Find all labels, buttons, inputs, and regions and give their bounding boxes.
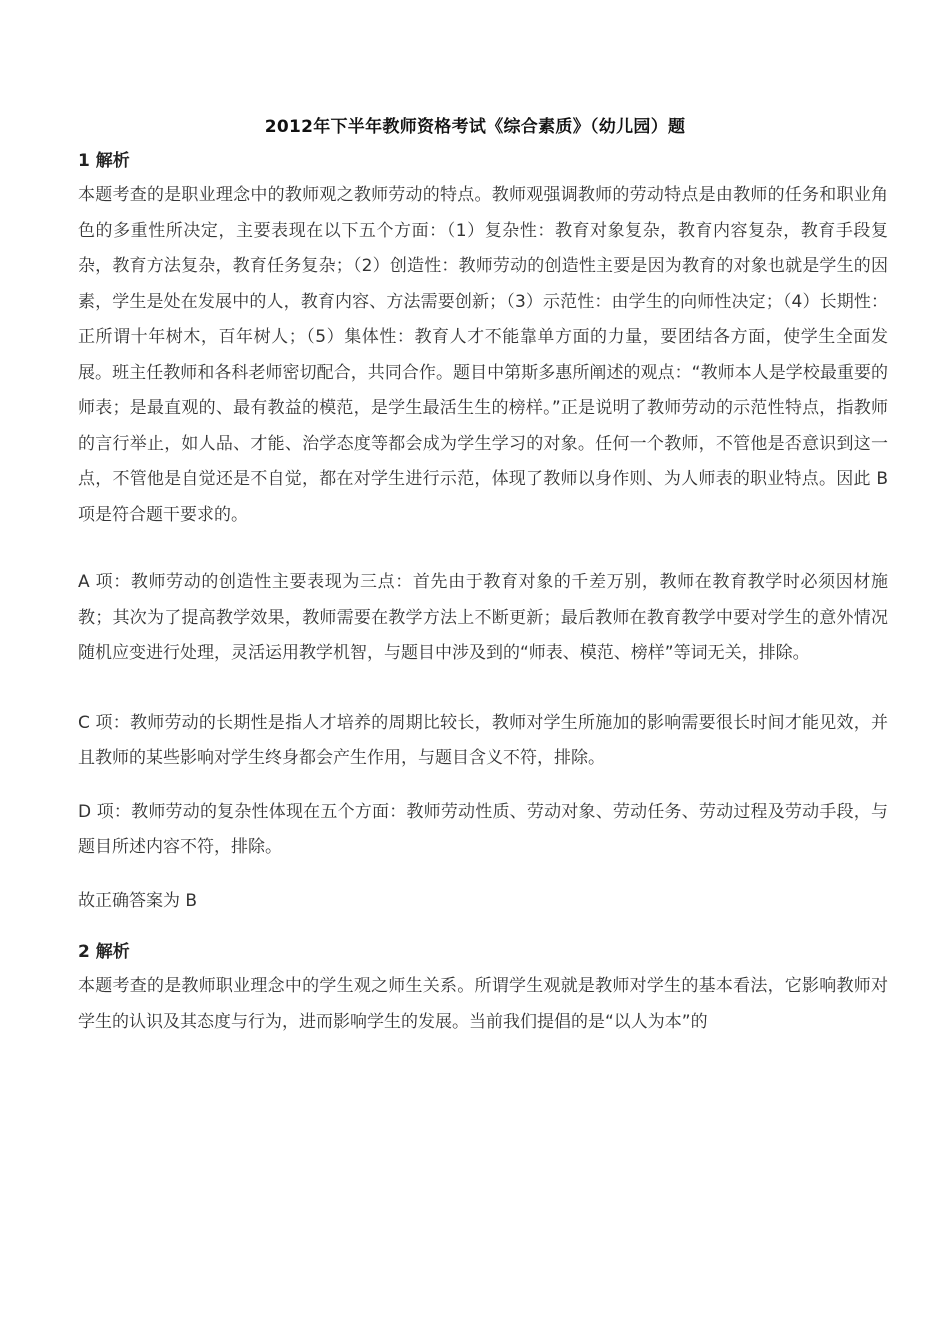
q1-body: 本题考查的是职业理念中的教师观之教师劳动的特点。教师观强调教师的劳动特点是由教师的任务和职业角色的多重性所决定，主要表现在以下五个方面：（1）复杂性：教育对象复杂，教育内容复杂，教育手段复杂，教育方法复杂，教育任务复杂；（2）创造性：教师劳动的创造性主要是因为教育的对象也就是学生的因素，学生是处在发展中的人，教育内容、方法需要创新；（3）示范性：由学生的向师性决定；（4）长期性：正所谓十年树木，百年树人；（5）集体性：教育人才不能靠单方面的力量，要团结各方面，使学生全面发展。班主任教师和各科老师密切配合，共同合作。题目中第斯多惠所阐述的观点：“教师本人是学校最重要的师表；是最直观的、最有教益的模范，是学生最活生生的榜样。”正是说明了教师劳动的示范性特点，指教师的言行举止，如人品、才能、治学态度等都会成为学生学习的对象。任何一个教师，不管他是否意识到这一点，不管他是自觉还是不自觉，都在对学生进行示范，体现了教师以身作则、为人师表的职业特点。因此 B 项是符合题干要求的。 (78, 185, 888, 525)
document-title: 2012年下半年教师资格考试《综合素质》（幼儿园）题 (264, 117, 686, 137)
q1-option-d: D 项：教师劳动的复杂性体现在五个方面：教师劳动性质、劳动对象、劳动任务、劳动过程及劳动手段，与题目所述内容不符，排除。 (78, 801, 888, 857)
q1-option-c: C 项：教师劳动的长期性是指人才培养的周期比较长，教师对学生所施加的影响需要很长时间才能见效，并且教师的某些影响对学生终身都会产生作用，与题目含义不符，排除。 (78, 712, 888, 768)
q1-option-a: A 项：教师劳动的创造性主要表现为三点：首先由于教育对象的千差万别，教师在教育教学时必须因材施教；其次为了提高教学效果，教师需要在教学方法上不断更新；最后教师在教育教学中要对学生的意外情况随机应变进行处理，灵活运用教学机智，与题目中涉及到的“师表、模范、榜样”等词无关，排除。 (78, 572, 888, 663)
q2-body: 本题考查的是教师职业理念中的学生观之师生关系。所谓学生观就是教师对学生的基本看法，它影响教师对学生的认识及其态度与行为，进而影响学生的发展。当前我们提倡的是“以人为本”的 (78, 976, 888, 1032)
q2-heading: 2 解析 (78, 942, 130, 962)
q1-answer: 故正确答案为 B (78, 890, 198, 911)
q1-heading: 1 解析 (78, 151, 130, 171)
document-content (78, 148, 888, 1040)
